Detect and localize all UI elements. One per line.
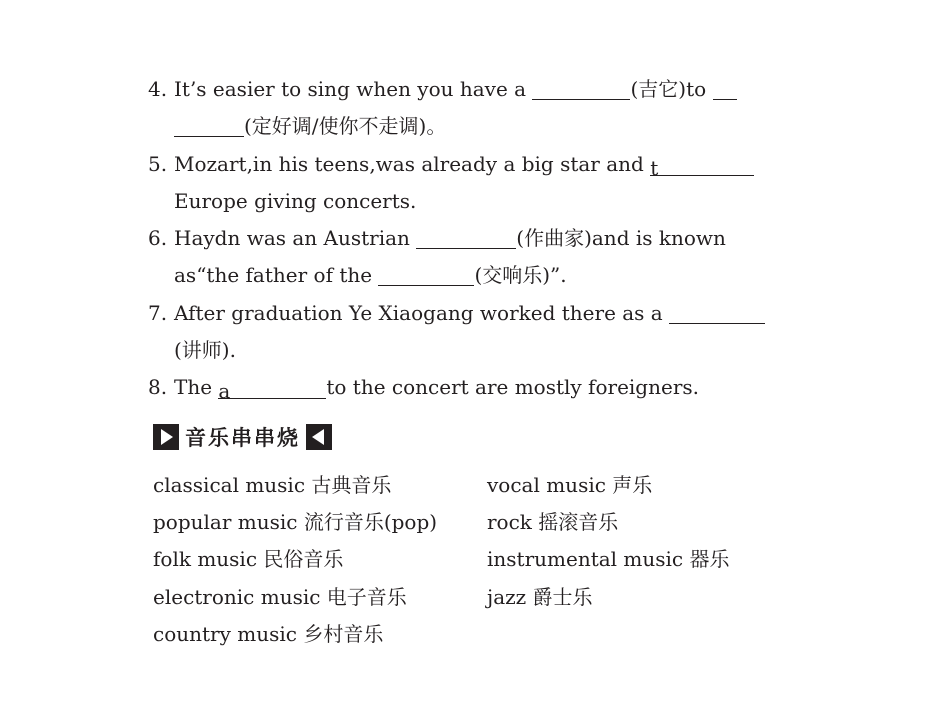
vocab-item: electronic music 电子音乐	[153, 585, 407, 609]
exercise-4-line-2	[174, 111, 446, 141]
vocab-item: popular music 流行音乐(pop)	[153, 510, 438, 534]
exercise-text: as“the father of the	[174, 263, 373, 287]
answer-blank[interactable]	[713, 77, 737, 100]
answer-blank[interactable]	[669, 301, 765, 324]
vocab-item: classical music 古典音乐	[153, 473, 392, 497]
exercise-8-line-1	[148, 372, 699, 402]
answer-blank[interactable]	[416, 226, 516, 249]
answer-blank-initial[interactable]: a	[218, 376, 326, 399]
exercise-text: (交响乐)”.	[474, 263, 567, 287]
exercise-number: 8.	[148, 375, 168, 399]
exercise-number: 4.	[148, 77, 168, 101]
exercise-text: After graduation Ye Xiaogang worked there as a	[174, 301, 663, 325]
exercise-text: Europe giving concerts.	[174, 189, 417, 213]
exercise-text: (作曲家)and is known	[516, 226, 726, 250]
section-title: 音乐串串烧	[185, 426, 300, 450]
section-header	[153, 422, 332, 452]
reverse-triangle-icon	[306, 424, 332, 450]
exercise-text: (定好调/使你不走调)。	[244, 114, 447, 138]
exercise-5-line-1	[148, 149, 754, 179]
answer-blank[interactable]	[532, 77, 630, 100]
play-triangle-icon	[153, 424, 179, 450]
answer-blank[interactable]	[378, 263, 474, 286]
answer-blank[interactable]	[174, 114, 244, 137]
exercise-text: Haydn was an Austrian	[174, 226, 410, 250]
exercise-4-line-1	[148, 74, 737, 104]
vocab-item: country music 乡村音乐	[153, 622, 384, 646]
exercise-text: The	[174, 375, 213, 399]
exercise-number: 7.	[148, 301, 168, 325]
exercise-number: 5.	[148, 152, 168, 176]
exercise-text: It’s easier to sing when you have a	[174, 77, 527, 101]
exercise-text: Mozart,in his teens,was already a big star and	[174, 152, 644, 176]
exercise-7-line-2	[174, 335, 236, 365]
exercise-number: 6.	[148, 226, 168, 250]
exercise-6-line-1	[148, 223, 726, 253]
exercise-text: (讲师).	[174, 338, 236, 362]
exercise-6-line-2	[174, 260, 567, 290]
exercise-5-line-2	[174, 186, 416, 216]
answer-blank-initial[interactable]: t	[650, 153, 754, 176]
exercise-7-line-1	[148, 298, 765, 328]
vocab-item: jazz 爵士乐	[487, 585, 593, 609]
exercise-text: (吉它)to	[630, 77, 707, 101]
vocab-item: vocal music 声乐	[487, 473, 653, 497]
vocab-item: rock 摇滚音乐	[487, 510, 619, 534]
vocab-item: instrumental music 器乐	[487, 547, 730, 571]
exercise-text: to the concert are mostly foreigners.	[326, 375, 699, 399]
vocab-item: folk music 民俗音乐	[153, 547, 344, 571]
